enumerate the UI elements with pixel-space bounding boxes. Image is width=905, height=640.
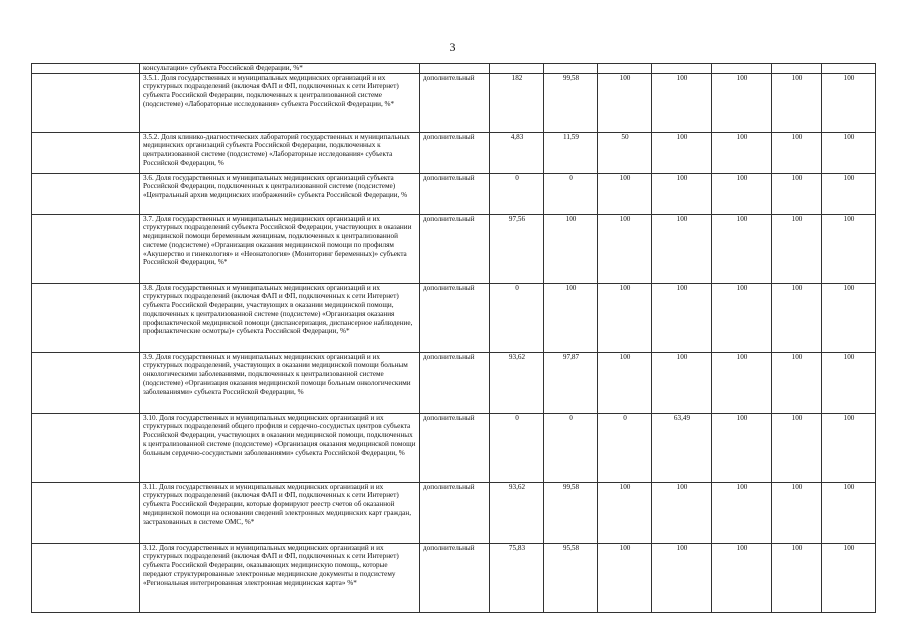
indicator-value: 100: [822, 413, 876, 482]
indicator-value: 0: [490, 413, 544, 482]
indicator-description: 3.5.2. Доля клинико-диагностических лабораторий государственных и муниципальных медицинских организаций субъекта Российской Федерации, подключенных к централизованной системе (подсистеме) «Лабораторные исследования» субъекта Российской Федерации, %: [140, 132, 420, 173]
indicator-value: 100: [652, 352, 712, 413]
indicator-value: 100: [712, 214, 772, 283]
indicator-value: 100: [772, 413, 822, 482]
indicator-value: 100: [772, 173, 822, 214]
first-column-cell: [32, 543, 140, 612]
indicator-type: дополнительный: [420, 352, 490, 413]
indicator-value: 100: [712, 132, 772, 173]
indicator-description: 3.10. Доля государственных и муниципальных медицинских организаций и их структурных подразделений общего профиля и сердечно-сосудистых центров субъекта Российской Федерации, участвующих в оказании медицинской помощи, подключенных к централизованной системе (подсистеме) «Организация оказания медицинской помощи больным сердечно-сосудистыми заболеваниями» субъекта Российской Федерации, %: [140, 413, 420, 482]
indicator-value: 0: [544, 413, 598, 482]
indicator-value: 100: [598, 214, 652, 283]
indicator-value: 100: [544, 283, 598, 352]
indicator-value: 100: [712, 482, 772, 543]
indicator-value: 4,83: [490, 132, 544, 173]
indicator-value: 100: [598, 482, 652, 543]
indicator-value: 100: [772, 482, 822, 543]
table-row: [32, 413, 876, 482]
indicator-value: 100: [772, 132, 822, 173]
indicator-value: 93,62: [490, 352, 544, 413]
indicator-description: 3.7. Доля государственных и муниципальных медицинских организаций и их структурных подразделений субъекта Российской Федерации, участвующих в оказании медицинской помощи беременным женщинам, подключенных к централизованной системе (подсистеме) «Организация оказания медицинской помощи по профилям «Акушерство и гинекология» и «Неонатология» (Мониторинг беременных)» субъекта Российской Федерации, %*: [140, 214, 420, 283]
indicator-value: 100: [598, 173, 652, 214]
indicator-value: 100: [652, 482, 712, 543]
indicator-value: 97,87: [544, 352, 598, 413]
indicator-description: консультации» субъекта Российской Федерации, %*: [140, 64, 420, 74]
first-column-cell: [32, 214, 140, 283]
table-row: [32, 132, 876, 173]
indicator-value: 100: [598, 543, 652, 612]
indicator-value: 100: [598, 352, 652, 413]
indicator-value: 100: [822, 73, 876, 132]
first-column-cell: [32, 173, 140, 214]
indicator-value: 100: [822, 482, 876, 543]
indicator-type: дополнительный: [420, 543, 490, 612]
indicator-value: 63,49: [652, 413, 712, 482]
indicator-value: 0: [544, 173, 598, 214]
first-column-cell: [32, 352, 140, 413]
indicator-description: 3.5.1. Доля государственных и муниципальных медицинских организаций и их структурных подразделений (включая ФАП и ФП, подключенных к сети Интернет) субъекта Российской Федерации, подключенных к централизованной системе (подсистеме) «Лабораторные исследования» субъекта Российской Федерации, %*: [140, 73, 420, 132]
indicator-value: 93,62: [490, 482, 544, 543]
indicator-value: 100: [772, 214, 822, 283]
table-row: [32, 73, 876, 132]
indicator-value: 100: [822, 283, 876, 352]
first-column-cell: [32, 283, 140, 352]
indicator-description: 3.8. Доля государственных и муниципальных медицинских организаций и их структурных подразделений (включая ФАП и ФП, подключенных к сети Интернет) субъекта Российской Федерации, участвующих в оказании медицинской помощи, подключенных к централизованной системе (подсистеме) «Организация оказания профилактической медицинской помощи (диспансеризация, диспансерное наблюдение, профилактические осмотры)» субъекта Российской Федерации, %*: [140, 283, 420, 352]
table-row: [32, 214, 876, 283]
indicator-type: дополнительный: [420, 73, 490, 132]
indicator-value: 75,83: [490, 543, 544, 612]
indicator-value: 100: [652, 214, 712, 283]
first-column-cell: [32, 482, 140, 543]
indicator-value: 100: [712, 543, 772, 612]
indicator-value: 100: [712, 173, 772, 214]
indicator-type: дополнительный: [420, 413, 490, 482]
indicator-value: 100: [772, 73, 822, 132]
indicator-value: 97,56: [490, 214, 544, 283]
indicator-value: 99,58: [544, 73, 598, 132]
indicator-value: 100: [652, 283, 712, 352]
indicator-description: 3.12. Доля государственных и муниципальных медицинских организаций и их структурных подразделений (включая ФАП и ФП, подключенных к сети Интернет) субъекта Российской Федерации, оказывающих медицинскую помощь, которые передают структурированные электронные медицинские документы в подсистему «Региональная интегрированная электронная медицинская карта» %*: [140, 543, 420, 612]
first-column-cell: [32, 132, 140, 173]
first-column-cell: [32, 64, 140, 74]
indicator-value: 100: [822, 132, 876, 173]
indicator-value: 100: [822, 352, 876, 413]
indicator-description: 3.6. Доля государственных и муниципальных медицинских организаций субъекта Российской Федерации, подключенных к централизованной системе (подсистеме) «Центральный архив медицинских изображений» субъекта Российской Федерации, %: [140, 173, 420, 214]
indicator-value: 100: [652, 132, 712, 173]
indicator-description: 3.11. Доля государственных и муниципальных медицинских организаций и их структурных подразделений (включая ФАП и ФП, подключенных к сети Интернет) субъекта Российской Федерации, которые формируют реестр счетов об оказанной медицинской помощи на основании сведений электронных медицинских карт граждан, застрахованных в системе ОМС, %*: [140, 482, 420, 543]
table-row: [32, 283, 876, 352]
indicator-type: дополнительный: [420, 173, 490, 214]
indicator-value: 100: [772, 283, 822, 352]
indicator-value: 0: [490, 283, 544, 352]
table-row: [32, 543, 876, 612]
indicators-table: [31, 63, 876, 613]
indicator-value: 99,58: [544, 482, 598, 543]
indicator-value: 100: [544, 214, 598, 283]
indicator-value: 100: [712, 283, 772, 352]
indicator-value: 0: [490, 173, 544, 214]
page-number: 3: [449, 40, 456, 54]
indicator-value: 100: [652, 543, 712, 612]
indicator-value: 100: [712, 73, 772, 132]
indicator-value: 100: [822, 173, 876, 214]
indicator-type: дополнительный: [420, 132, 490, 173]
indicator-value: 0: [598, 413, 652, 482]
table-row-continuation: [32, 64, 876, 74]
indicator-value: 100: [822, 543, 876, 612]
table-row: [32, 352, 876, 413]
first-column-cell: [32, 73, 140, 132]
first-column-cell: [32, 413, 140, 482]
indicator-type: дополнительный: [420, 214, 490, 283]
indicator-value: 100: [712, 413, 772, 482]
indicator-value: 182: [490, 73, 544, 132]
indicator-value: 100: [652, 173, 712, 214]
indicator-type: дополнительный: [420, 283, 490, 352]
indicator-type: дополнительный: [420, 482, 490, 543]
indicator-value: 100: [822, 214, 876, 283]
indicator-value: 100: [712, 352, 772, 413]
table-row: [32, 482, 876, 543]
indicator-value: 95,58: [544, 543, 598, 612]
indicator-value: 100: [772, 543, 822, 612]
indicator-description: 3.9. Доля государственных и муниципальных медицинских организаций и их структурных подразделений, участвующих в оказании медицинской помощи больным онкологическими заболеваниями, подключенных к централизованной системе (подсистеме) «Организация оказания медицинской помощи больным онкологическими заболеваниями» субъекта Российской Федерации, %: [140, 352, 420, 413]
indicator-value: 100: [772, 352, 822, 413]
indicator-value: 100: [598, 73, 652, 132]
table-row: [32, 173, 876, 214]
indicator-value: 100: [652, 73, 712, 132]
indicator-value: 11,59: [544, 132, 598, 173]
indicator-value: 50: [598, 132, 652, 173]
indicator-value: 100: [598, 283, 652, 352]
